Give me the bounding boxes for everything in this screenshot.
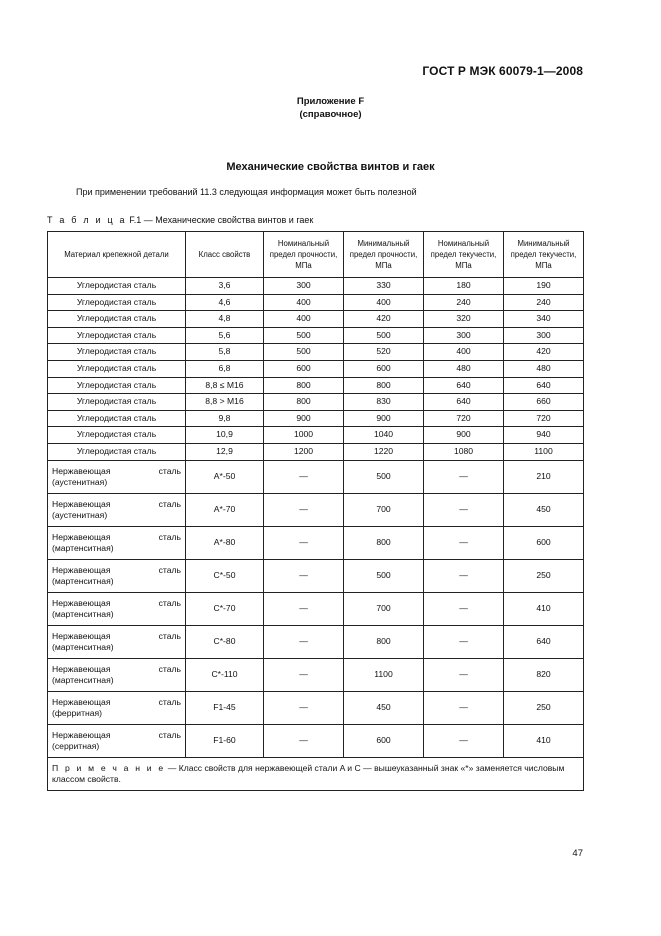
table-row [48, 592, 584, 625]
cell-property-class: F1-45 [186, 691, 264, 724]
cell-nominal-yield: 300 [424, 327, 504, 344]
cell-material [48, 691, 186, 724]
cell-min-tensile: 900 [344, 410, 424, 427]
cell-material [48, 625, 186, 658]
table-row [48, 394, 584, 411]
cell-material [48, 592, 186, 625]
table-row [48, 278, 584, 295]
intro-paragraph: При применении требований 11.3 следующая информация может быть полезной [76, 187, 417, 197]
table-row [48, 327, 584, 344]
cell-nominal-yield: — [424, 493, 504, 526]
table-note-row [48, 757, 584, 790]
cell-min-yield: 720 [504, 410, 584, 427]
table-row [48, 443, 584, 460]
cell-nominal-tensile: — [264, 460, 344, 493]
cell-min-yield: 340 [504, 311, 584, 328]
cell-nominal-yield: 720 [424, 410, 504, 427]
cell-nominal-tensile: — [264, 724, 344, 757]
note-label: П р и м е ч а н и е [52, 762, 166, 773]
cell-property-class: 8,8 ≤ M16 [186, 377, 264, 394]
cell-min-yield: 250 [504, 691, 584, 724]
cell-nominal-tensile: 400 [264, 294, 344, 311]
cell-property-class: A*-50 [186, 460, 264, 493]
cell-min-tensile: 830 [344, 394, 424, 411]
table-row [48, 360, 584, 377]
material-word-2: сталь [158, 696, 181, 707]
cell-material: Углеродистая сталь [48, 311, 186, 328]
cell-min-yield: 250 [504, 559, 584, 592]
cell-nominal-tensile: 1200 [264, 443, 344, 460]
material-line-2: (мартенситная) [52, 542, 114, 553]
cell-min-tensile: 600 [344, 724, 424, 757]
cell-nominal-yield: 640 [424, 394, 504, 411]
table-row [48, 559, 584, 592]
cell-min-yield: 190 [504, 278, 584, 295]
cell-material: Углеродистая сталь [48, 278, 186, 295]
table-caption-text: F.1 — Механические свойства винтов и гаек [126, 215, 314, 225]
cell-property-class: 4,8 [186, 311, 264, 328]
table-row [48, 344, 584, 361]
table-header-row [48, 232, 584, 278]
cell-nominal-yield: 180 [424, 278, 504, 295]
cell-nominal-tensile: 400 [264, 311, 344, 328]
properties-table [47, 231, 584, 791]
material-word-2: сталь [158, 531, 181, 542]
cell-nominal-tensile: — [264, 526, 344, 559]
material-line-2: (мартенситная) [52, 674, 114, 685]
table-row [48, 410, 584, 427]
table-caption-prefix: Т а б л и ц а [47, 215, 127, 225]
cell-nominal-yield: — [424, 658, 504, 691]
cell-nominal-tensile: — [264, 493, 344, 526]
cell-material [48, 493, 186, 526]
cell-min-yield: 450 [504, 493, 584, 526]
note-text: — Класс свойств для нержавеющей стали A и C — вышеуказанный знак «*» заменяется числовым классом свойств. [52, 762, 565, 784]
cell-nominal-tensile: 300 [264, 278, 344, 295]
cell-min-tensile: 800 [344, 377, 424, 394]
cell-material [48, 559, 186, 592]
cell-property-class: 10,9 [186, 427, 264, 444]
material-line-2: (ферритная) [52, 707, 103, 718]
material-line-2: (аустенитная) [52, 476, 108, 487]
table-row [48, 311, 584, 328]
cell-min-tensile: 420 [344, 311, 424, 328]
cell-min-yield: 640 [504, 377, 584, 394]
header-property-class: Класс свойств [186, 232, 264, 278]
cell-nominal-tensile: 900 [264, 410, 344, 427]
cell-property-class: 6,8 [186, 360, 264, 377]
material-word-2: сталь [158, 465, 181, 476]
cell-property-class: F1-60 [186, 724, 264, 757]
appendix-kind: (справочное) [299, 109, 362, 120]
cell-property-class: C*-110 [186, 658, 264, 691]
material-line-2: (мартенситная) [52, 575, 114, 586]
cell-min-yield: 300 [504, 327, 584, 344]
material-line-1 [52, 598, 181, 609]
cell-property-class: 12,9 [186, 443, 264, 460]
cell-min-tensile: 450 [344, 691, 424, 724]
cell-material: Углеродистая сталь [48, 360, 186, 377]
cell-min-yield: 640 [504, 625, 584, 658]
material-word-1: Нержавеющая [52, 663, 111, 674]
material-line-1 [52, 664, 181, 675]
cell-nominal-tensile: — [264, 592, 344, 625]
material-line-2: (мартенситная) [52, 608, 114, 619]
header-nominal-tensile: Номинальный предел прочности, МПа [264, 232, 344, 278]
cell-nominal-yield: — [424, 460, 504, 493]
table-row [48, 625, 584, 658]
cell-min-yield: 240 [504, 294, 584, 311]
material-word-2: сталь [158, 663, 181, 674]
cell-property-class: A*-80 [186, 526, 264, 559]
material-word-1: Нержавеющая [52, 531, 111, 542]
material-word-1: Нержавеющая [52, 729, 111, 740]
cell-nominal-yield: — [424, 559, 504, 592]
material-line-2: (серритная) [52, 740, 100, 751]
table-row [48, 460, 584, 493]
cell-min-tensile: 500 [344, 460, 424, 493]
cell-min-yield: 1100 [504, 443, 584, 460]
material-line-1 [52, 466, 181, 477]
cell-min-tensile: 800 [344, 625, 424, 658]
cell-min-tensile: 800 [344, 526, 424, 559]
material-word-1: Нержавеющая [52, 696, 111, 707]
section-title: Механические свойства винтов и гаек [226, 161, 435, 173]
cell-min-yield: 420 [504, 344, 584, 361]
table-row [48, 493, 584, 526]
appendix-heading [0, 95, 661, 121]
cell-min-tensile: 1040 [344, 427, 424, 444]
cell-min-tensile: 520 [344, 344, 424, 361]
cell-material: Углеродистая сталь [48, 344, 186, 361]
table-row [48, 427, 584, 444]
cell-nominal-tensile: 800 [264, 377, 344, 394]
cell-min-yield: 600 [504, 526, 584, 559]
cell-min-tensile: 600 [344, 360, 424, 377]
cell-material [48, 526, 186, 559]
material-line-1 [52, 565, 181, 576]
cell-nominal-yield: 1080 [424, 443, 504, 460]
table-row [48, 658, 584, 691]
cell-material: Углеродистая сталь [48, 410, 186, 427]
cell-min-yield: 410 [504, 724, 584, 757]
cell-material: Углеродистая сталь [48, 294, 186, 311]
material-word-1: Нержавеющая [52, 465, 111, 476]
table-row [48, 377, 584, 394]
material-line-2: (мартенситная) [52, 641, 114, 652]
cell-property-class: C*-80 [186, 625, 264, 658]
cell-nominal-yield: 240 [424, 294, 504, 311]
page-number: 47 [572, 848, 583, 859]
appendix-title: Приложение F [296, 96, 365, 107]
cell-min-yield: 660 [504, 394, 584, 411]
cell-material [48, 658, 186, 691]
cell-property-class: 5,6 [186, 327, 264, 344]
material-word-1: Нержавеющая [52, 630, 111, 641]
cell-material: Углеродистая сталь [48, 443, 186, 460]
header-material: Материал крепежной детали [48, 232, 186, 278]
cell-min-tensile: 500 [344, 559, 424, 592]
material-line-1 [52, 499, 181, 510]
header-min-yield: Минимальный предел текучести, МПа [504, 232, 584, 278]
material-line-1 [52, 730, 181, 741]
table-row [48, 294, 584, 311]
cell-nominal-tensile: — [264, 625, 344, 658]
cell-nominal-tensile: — [264, 691, 344, 724]
header-min-tensile: Минимальный предел прочности, МПа [344, 232, 424, 278]
table-note [48, 757, 584, 790]
cell-min-tensile: 700 [344, 493, 424, 526]
header-nominal-yield: Номинальный предел текучести, МПа [424, 232, 504, 278]
cell-property-class: 8,8 > M16 [186, 394, 264, 411]
cell-min-tensile: 1220 [344, 443, 424, 460]
cell-nominal-yield: — [424, 526, 504, 559]
cell-property-class: 5,8 [186, 344, 264, 361]
cell-property-class: 9,8 [186, 410, 264, 427]
material-word-1: Нержавеющая [52, 564, 111, 575]
table-row [48, 724, 584, 757]
cell-nominal-yield: — [424, 625, 504, 658]
cell-nominal-yield: 320 [424, 311, 504, 328]
cell-min-tensile: 1100 [344, 658, 424, 691]
cell-material: Углеродистая сталь [48, 327, 186, 344]
cell-min-tensile: 400 [344, 294, 424, 311]
cell-nominal-tensile: 500 [264, 344, 344, 361]
table-row [48, 526, 584, 559]
cell-min-yield: 820 [504, 658, 584, 691]
cell-property-class: C*-70 [186, 592, 264, 625]
cell-nominal-tensile: 500 [264, 327, 344, 344]
cell-property-class: A*-70 [186, 493, 264, 526]
material-word-2: сталь [158, 564, 181, 575]
cell-property-class: C*-50 [186, 559, 264, 592]
cell-nominal-yield: 480 [424, 360, 504, 377]
cell-nominal-yield: 640 [424, 377, 504, 394]
cell-min-yield: 480 [504, 360, 584, 377]
cell-material: Углеродистая сталь [48, 377, 186, 394]
table-row [48, 691, 584, 724]
cell-min-tensile: 700 [344, 592, 424, 625]
material-line-1 [52, 697, 181, 708]
cell-nominal-tensile: 1000 [264, 427, 344, 444]
material-word-1: Нержавеющая [52, 498, 111, 509]
material-word-2: сталь [158, 597, 181, 608]
cell-nominal-yield: 900 [424, 427, 504, 444]
material-word-2: сталь [158, 498, 181, 509]
cell-material [48, 724, 186, 757]
cell-min-yield: 210 [504, 460, 584, 493]
cell-nominal-tensile: — [264, 658, 344, 691]
cell-property-class: 4,6 [186, 294, 264, 311]
cell-min-tensile: 500 [344, 327, 424, 344]
cell-nominal-tensile: 600 [264, 360, 344, 377]
cell-nominal-yield: — [424, 592, 504, 625]
cell-material [48, 460, 186, 493]
table-caption [47, 215, 313, 225]
cell-property-class: 3,6 [186, 278, 264, 295]
cell-material: Углеродистая сталь [48, 427, 186, 444]
cell-nominal-tensile: — [264, 559, 344, 592]
material-line-2: (аустенитная) [52, 509, 108, 520]
cell-nominal-yield: — [424, 724, 504, 757]
standard-designation: ГОСТ Р МЭК 60079-1—2008 [422, 64, 583, 78]
material-word-1: Нержавеющая [52, 597, 111, 608]
material-word-2: сталь [158, 729, 181, 740]
cell-nominal-yield: — [424, 691, 504, 724]
cell-material: Углеродистая сталь [48, 394, 186, 411]
material-line-1 [52, 532, 181, 543]
cell-min-yield: 410 [504, 592, 584, 625]
material-word-2: сталь [158, 630, 181, 641]
material-line-1 [52, 631, 181, 642]
cell-min-tensile: 330 [344, 278, 424, 295]
cell-min-yield: 940 [504, 427, 584, 444]
cell-nominal-tensile: 800 [264, 394, 344, 411]
cell-nominal-yield: 400 [424, 344, 504, 361]
